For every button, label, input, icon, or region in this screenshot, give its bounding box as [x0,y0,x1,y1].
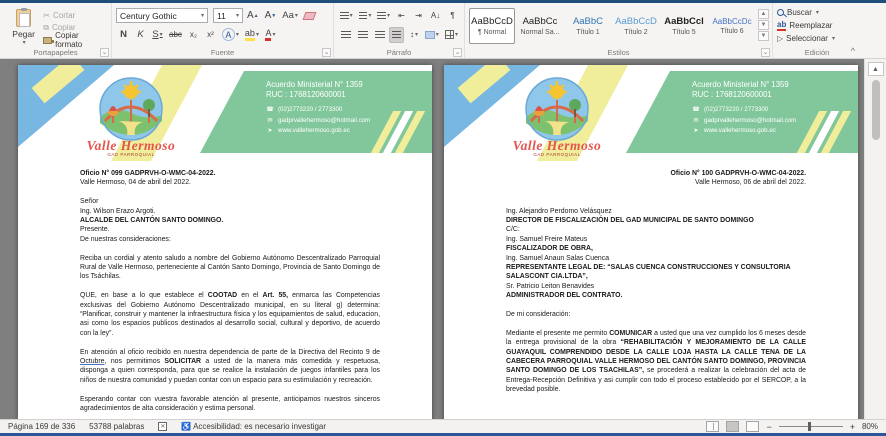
org-name: Valle Hermoso [86,138,176,153]
letter-date: Valle Hermoso, 06 de abril del 2022. [695,179,806,187]
oficio-number: Oficio N° 100 GADPRVH-O-WMC-04-2022. [670,170,806,177]
gad-logo [502,77,612,157]
style-normal-sa[interactable]: AaBbCc Normal Sa... [520,16,560,36]
scrollbar-thumb[interactable] [872,80,880,140]
numbered-list-icon [359,12,368,20]
font-size-select[interactable]: 11 ▾ [213,8,243,23]
print-layout-button[interactable] [726,421,739,432]
logo-emblem-icon [99,77,163,141]
word-count[interactable]: 53788 palabras [89,422,145,431]
website-icon: ➤ [267,128,273,135]
address-line: Presente. [80,226,110,234]
letter-body[interactable] [18,161,432,413]
proofing-errors-icon[interactable]: ✕ [160,424,166,430]
copy-button[interactable]: ⧉ Copiar [43,22,76,32]
replace-icon: ab [777,19,787,29]
underline-button[interactable]: S ▾ [152,29,163,40]
accessibility-icon: ♿ [181,422,192,431]
phone-number: (02)2773220 / 2773300 [278,106,343,114]
address-line: Ing. Alejandro Perdomo Velásquez [506,207,612,215]
address-line: ALCALDE DEL CANTÓN SANTO DOMINGO. [80,217,224,225]
italic-button[interactable]: K [137,29,144,40]
org-subtitle: GAD PARROQUIAL [533,152,581,157]
ribbon [0,3,886,59]
style-titulo-5[interactable]: AaBbCcl Título 5 [664,16,704,36]
highlight-color-button[interactable]: ab ▾ [243,27,261,43]
acuerdo-ministerial: Acuerdo Ministerial N° 1359 [692,80,789,89]
select-button[interactable]: ▷ Seleccionar ▾ [777,34,835,43]
shading-button[interactable]: ▾ [423,27,440,43]
font-family-select[interactable]: Century Gothic ▾ [116,8,208,23]
email-address: gadprvallehermoso@hotmail.com [278,116,371,124]
align-center-icon [358,31,368,39]
ruc-number: RUC : 1768120600001 [266,90,346,100]
address-line: Ing. Samuel Freire Mateus [506,235,588,243]
sort-button[interactable]: A↓ [430,11,441,20]
multilevel-list-button[interactable]: ▾ [375,8,392,24]
ruc-number: RUC : 1768120600001 [692,90,772,100]
paragraph-group-label: Párrafo [386,48,412,57]
show-paragraph-marks-button[interactable]: ¶ [450,11,455,20]
letterhead [444,65,858,161]
editing-group-label: Edición [804,48,830,57]
letterhead-end-stripes [804,111,850,153]
align-center-button[interactable] [355,27,370,43]
clipboard-dialog-launcher[interactable]: ⌄ [101,49,108,56]
website-url: www.vallehermoso.gob.ec [278,127,350,135]
website-icon: ➤ [693,128,699,135]
styles-group-label: Estilos [607,48,630,57]
letter-paragraph: En atención al oficio recibido en nuestra dependencia de parte de la Directiva del Recinto 9 de Octubre, nos permitimos SOLICITAR a usted de la manera más comedida y respetuosa, disponga a quien corresponda, para que se realice la instalación de juegos infantiles para los niños de nuestra comunidad y puedan contar con un espacio para su estimulación y recreación. [80,348,380,384]
ribbon-group-paragraph [334,3,465,58]
acuerdo-ministerial: Acuerdo Ministerial N° 1359 [266,80,363,89]
document-page-2[interactable] [444,65,858,419]
cut-button[interactable]: ✂ Cortar [43,11,76,20]
justify-button[interactable] [389,27,404,43]
shrink-font-button[interactable]: A ▼ [264,10,277,21]
letterhead-contact-block [692,80,796,137]
website-url: www.vallehermoso.gob.ec [704,127,776,135]
styles-scroll-up[interactable]: ▲ [758,9,769,19]
address-line: FISCALIZADOR DE OBRA, [506,245,593,253]
address-line: De nuestras consideraciones: [80,235,171,243]
letter-date: Valle Hermoso, 04 de abril del 2022. [80,179,191,187]
document-page-1[interactable] [18,65,432,419]
ribbon-group-editing [773,3,861,58]
align-left-icon [341,31,351,39]
scroll-up-button[interactable]: ▲ [868,62,884,76]
select-cursor-icon: ▷ [777,34,784,43]
justify-icon [392,31,401,39]
oficio-number: Oficio N° 099 GADPRVH-O-WMC-04-2022. [80,170,216,177]
grow-font-button[interactable]: A ▲ [247,10,259,21]
change-case-button[interactable]: Aa ▾ [282,10,298,21]
paste-dropdown-caret[interactable]: ▾ [22,40,26,46]
font-color-icon: A [265,29,271,41]
letter-paragraph: Reciba un cordial y atento saludo a nombre del Gobierno Autónomo Descentralizado Parroquial Rural de Valle Hermoso, perteneciente al Cantón Santo Domingo, Provincia de Santo Domingo de los Tsáchilas. [80,254,380,281]
letterhead [18,65,432,161]
copy-icon: ⧉ [43,22,49,32]
multilevel-list-icon [377,12,386,20]
eraser-icon [302,12,316,20]
address-line: Señor [80,198,99,206]
address-line: DIRECTOR DE FISCALIZACIÓN DEL GAD MUNICIPAL DE SANTO DOMINGO [506,217,754,224]
subscript-button[interactable]: x₂ [189,30,197,39]
letter-paragraph: Mediante el presente me permito COMUNICAR a usted que una vez cumplido los 6 meses desde la entrega provisional de la obra “REHABILITACIÓN Y MEJORAMIENTO DE LA CALLE GUAYAQUIL COMPRENDIDO DESDE LA CALLE LOJA HASTA LA CALLE TENA DE LA CABECERA PARROQUIAL VALLE HERMOSO DEL CANTÓN SANTO DOMINGO, PROVINCIA SANTO DOMINGO DE LOS TSACHILAS”, se procederá a realizar la celebración del acta de Entrega-Recepción Definitiva y asi cumplir con todo el proceso establecido por el SERCOP, a la brevedad posible. [506,329,806,394]
page-indicator[interactable]: Página 169 de 336 [8,422,76,431]
format-painter-icon [43,37,52,44]
letter-paragraph: QUE, en base a lo que establece el COOTAD en el Art. 55, enmarca las Competencias exclusivas del Gobierno Autónomo Descentralizado municipal, en su literal g) determina: “Planificar, construir y mantener la infraestructura física y los equipamientos de salud, educacion, asi como los espacios publicos destinados al desarrollo social, cultural y deportivo, de acuerdo con la ley”. [80,292,380,337]
borders-button[interactable]: ▾ [443,27,460,43]
borders-icon [445,30,454,39]
logo-emblem-icon [525,77,589,141]
bold-button[interactable]: N [120,29,127,40]
superscript-button[interactable]: x² [207,30,214,39]
ribbon-group-font [112,3,334,58]
address-line: Sr. Patricio Leiton Benavides [506,282,595,290]
paste-button[interactable] [4,6,43,46]
numbered-list-button[interactable]: ▾ [357,8,374,24]
letter-paragraph: Esperando contar con vuestra favorable atención al presente, anticipamos nuestros sinceros agradecimientos de alta consideración y estima personal. [80,395,380,413]
replace-button[interactable]: ab Reemplazar [777,19,833,30]
org-name: Valle Hermoso [512,138,602,153]
bullet-list-icon [340,12,349,20]
phone-number: (02)2773220 / 2773300 [704,106,769,114]
paste-label: Pegar [12,29,35,39]
increase-indent-button[interactable]: ⇥ [415,11,422,20]
phone-icon: ☎ [692,107,700,114]
accessibility-status[interactable]: ♿ Accesibilidad: es necesario investigar [181,422,327,431]
align-left-button[interactable] [338,27,353,43]
styles-dialog-launcher[interactable]: ⌄ [762,49,769,56]
strikethrough-button[interactable]: abc [169,30,182,39]
font-color-button[interactable]: A ▾ [263,27,278,43]
line-spacing-button[interactable]: ↕ ▾ [409,30,418,39]
clear-formatting-button[interactable] [302,8,317,24]
style-titulo-2[interactable]: AaBbCcD Título 2 [615,16,657,36]
clipboard-group-label: Portapapeles [33,48,78,57]
salutation: De mi consideración: [506,311,571,319]
styles-scroll-down[interactable]: ▼ [758,20,769,30]
status-bar [0,419,886,433]
letterhead-end-stripes [378,111,424,153]
ribbon-group-styles [465,3,773,58]
styles-more-button[interactable]: ▼ [758,31,769,41]
align-right-icon [375,31,385,39]
zoom-in-button[interactable]: + [849,421,855,432]
zoom-slider[interactable] [779,426,843,427]
style-titulo-6[interactable]: AaBbCcDc Título 6 [712,17,752,35]
letter-body[interactable] [444,161,858,395]
ribbon-group-clipboard [0,3,112,58]
style-normal[interactable]: AaBbCcD ¶ Normal [469,8,515,44]
decrease-indent-button[interactable]: ⇤ [398,11,405,20]
phone-icon: ☎ [266,107,274,114]
address-line: ADMINISTRADOR DEL CONTRATO. [506,292,623,300]
style-titulo-1[interactable]: AaBbC Título 1 [572,16,604,36]
search-icon [777,9,784,16]
email-icon: ✉ [267,117,273,124]
address-line: C/C: [506,226,520,234]
shading-icon [425,31,434,39]
format-painter-button[interactable]: Copiar formato [43,34,107,46]
collapse-ribbon-chevron[interactable]: ^ [850,46,855,56]
scissors-icon: ✂ [43,11,50,20]
find-button[interactable]: Buscar ▾ [777,6,857,19]
gad-logo [76,77,186,157]
paragraph-dialog-launcher[interactable]: ⌄ [454,49,461,56]
zoom-slider-thumb[interactable] [808,422,811,431]
email-address: gadprvallehermoso@hotmail.com [704,116,797,124]
highlight-icon: ab [245,29,255,41]
text-effects-icon: A [222,28,235,41]
text-effects-button[interactable]: A ▾ [220,27,241,43]
address-line: Ing. Samuel Anaun Salas Cuenca [506,254,610,262]
vertical-scrollbar[interactable] [864,59,886,419]
address-line: REPRESENTANTE LEGAL DE: “SALAS CUENCA CONSTRUCCIONES Y CONSULTORIA SALASCONT CIA.LTDA”, [506,264,791,281]
web-layout-button[interactable] [746,421,759,432]
font-group-label: Fuente [210,48,235,57]
address-line: Ing. Wilson Erazo Argoti. [80,207,156,215]
document-area [0,59,886,419]
zoom-out-button[interactable]: − [766,421,772,432]
org-subtitle: GAD PARROQUIAL [107,152,155,157]
bullet-list-button[interactable]: ▾ [338,8,355,24]
font-dialog-launcher[interactable]: ⌄ [323,49,330,56]
email-icon: ✉ [693,117,699,124]
zoom-level[interactable]: 80% [861,422,878,431]
read-mode-button[interactable] [706,421,719,432]
letterhead-contact-block [266,80,370,137]
align-right-button[interactable] [372,27,387,43]
clipboard-icon [16,9,31,27]
